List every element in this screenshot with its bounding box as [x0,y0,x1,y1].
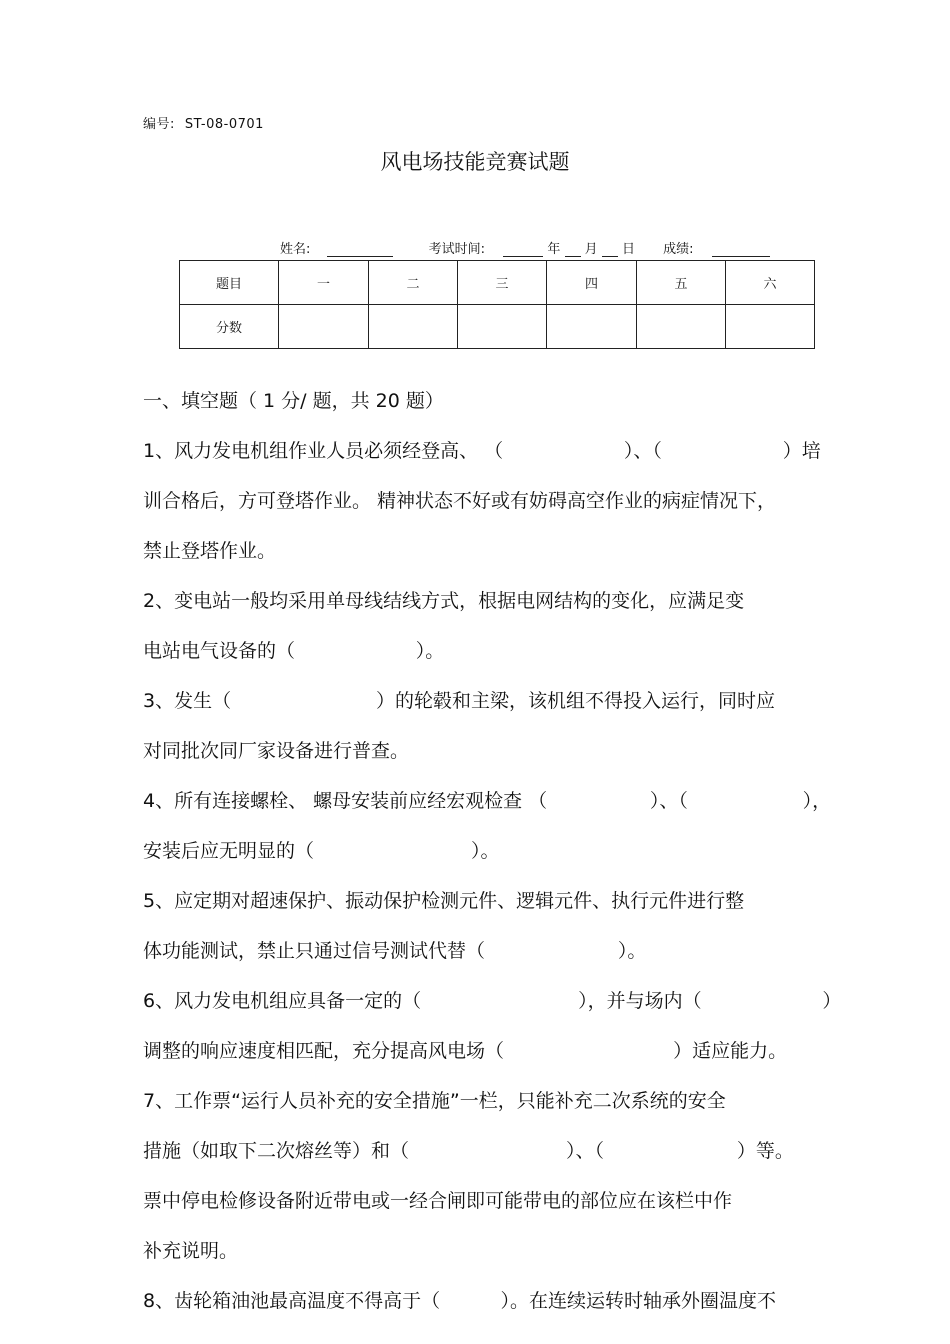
document-number-label: 编号: [143,117,175,132]
question-line: 票中停电检修设备附近带电或一经合闸即可能带电的部位应在该栏中作 [143,1190,733,1212]
question-line: 4、所有连接螺栓、 螺母安装前应经宏观检查 （ ）、（ ）， [143,790,832,812]
question-line: 1、风力发电机组作业人员必须经登高、 （ ）、（ ）培 [143,440,821,462]
question-line: 措施（如取下二次熔丝等）和（ ）、（ ）等。 [143,1140,794,1162]
question-line: 8、齿轮箱油池最高温度不得高于（ ）。在连续运转时轴承外圈温度不 [143,1290,776,1312]
score-row-label: 分数 [180,305,279,349]
table-header-cell: 五 [637,261,726,305]
document-number [143,113,264,132]
question-line: 3、发生（ ）的轮毂和主梁，该机组不得投入运行，同时应 [143,690,776,712]
year-label: 年 [547,242,561,257]
question-line: 安装后应无明显的（ ）。 [143,840,500,862]
table-header-cell: 三 [458,261,547,305]
question-line: 2、变电站一般均采用单母线结线方式，根据电网结构的变化，应满足变 [143,590,745,612]
table-row [180,305,815,349]
year-field[interactable] [503,242,543,257]
candidate-info-row [280,238,770,257]
section-heading: 一、填空题（ 1 分/ 题，共 20 题） [143,390,444,412]
score-label: 成绩: [663,242,694,257]
name-field[interactable] [327,242,393,257]
month-label: 月 [584,242,598,257]
score-cell[interactable] [369,305,458,349]
question-line: 调整的响应速度相匹配，充分提高风电场（ ）适应能力。 [143,1040,788,1062]
table-header-cell: 四 [547,261,637,305]
score-cell[interactable] [637,305,726,349]
table-header-cell: 题目 [180,261,279,305]
question-line: 训合格后，方可登塔作业。 精神状态不好或有妨碍高空作业的病症情况下， [143,490,777,512]
score-table [179,260,815,349]
score-cell[interactable] [547,305,637,349]
question-line: 体功能测试，禁止只通过信号测试代替（ ）。 [143,940,647,962]
month-field[interactable] [565,242,581,257]
score-cell[interactable] [279,305,369,349]
day-label: 日 [621,242,635,257]
question-line: 对同批次同厂家设备进行普查。 [143,740,410,762]
table-header-cell: 一 [279,261,369,305]
table-row [180,261,815,305]
question-line: 6、风力发电机组应具备一定的（ ），并与场内（ ） [143,990,842,1012]
question-line: 禁止登塔作业。 [143,540,277,562]
question-line: 7、工作票“运行人员补充的安全措施”一栏，只能补充二次系统的安全 [143,1090,726,1112]
question-line: 电站电气设备的（ ）。 [143,640,445,662]
name-label: 姓名: [280,242,311,257]
score-field[interactable] [712,242,770,257]
score-cell[interactable] [458,305,547,349]
table-header-cell: 二 [369,261,458,305]
exam-time-label: 考试时间: [428,242,486,257]
page-title: 风电场技能竞赛试题 [380,150,570,174]
table-header-cell: 六 [726,261,815,305]
document-number-value: ST-08-0701 [184,117,264,132]
question-line: 补充说明。 [143,1240,239,1262]
day-field[interactable] [602,242,618,257]
score-cell[interactable] [726,305,815,349]
question-line: 5、应定期对超速保护、振动保护检测元件、逻辑元件、执行元件进行整 [143,890,745,912]
